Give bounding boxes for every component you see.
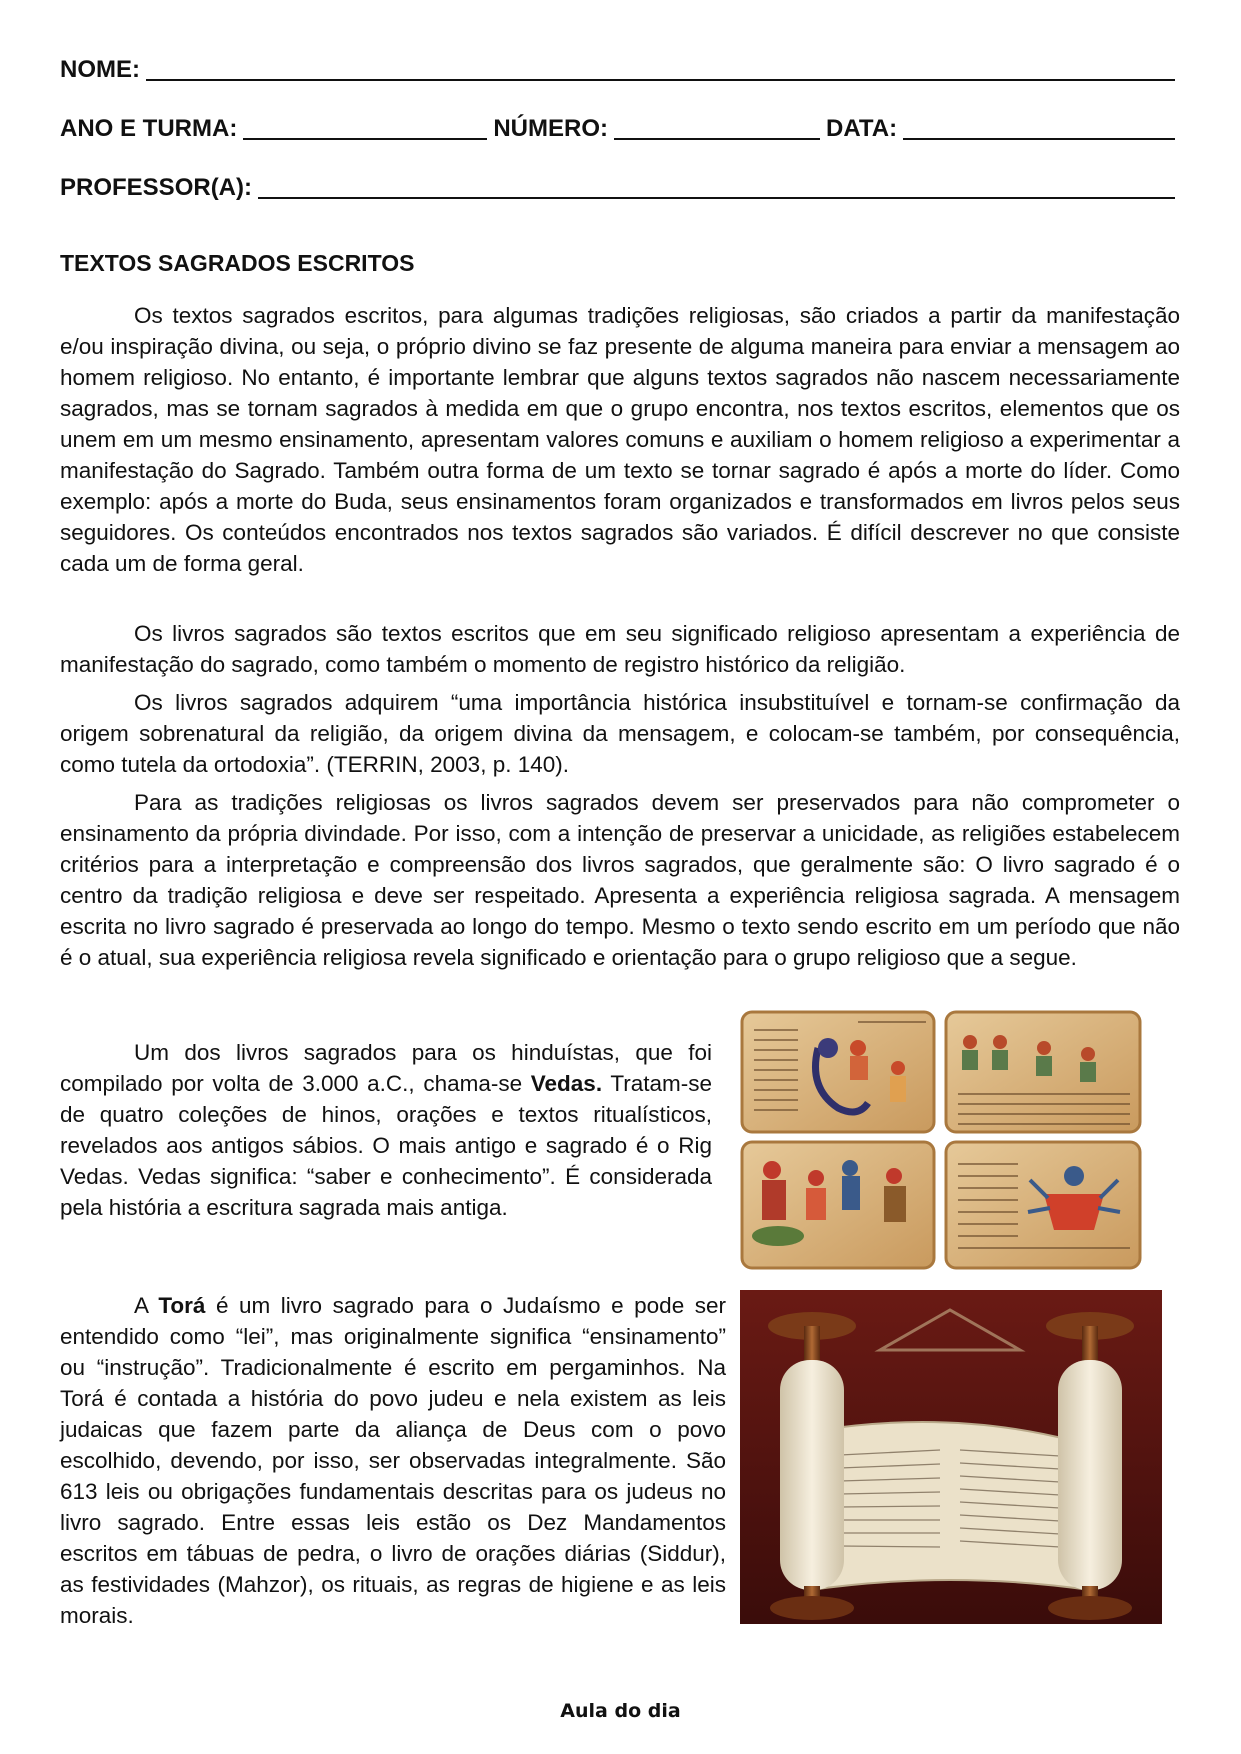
name-label: NOME: (60, 56, 140, 83)
class-field-row (60, 115, 1181, 143)
vedas-term: Vedas. (530, 1071, 603, 1096)
name-blank[interactable] (146, 57, 1175, 81)
torah-scroll-image (740, 1290, 1162, 1624)
number-blank[interactable] (614, 116, 820, 140)
tora-text (60, 1290, 726, 1631)
date-label: DATA: (825, 115, 898, 142)
name-field-row (60, 56, 1181, 84)
year-class-label: ANO E TURMA: (60, 115, 238, 142)
paragraph-quote: Os livros sagrados adquirem “uma importância histórica insubstituível e tornam-se confirmação da origem sobrenatural da religião, da origem divina da mensagem, e colocam-se também, por consequência, como tutela da ortodoxia”. (TERRIN, 2003, p. 140). (60, 690, 1180, 777)
vedas-manuscripts-image (738, 1008, 1144, 1272)
tora-text-after: é um livro sagrado para o Judaísmo e pode ser entendido como “lei”, mas originalmente significa “ensinamento” ou “instrução”. Tradicionalmente é escrito em pergaminhos. Na Torá é contada a história do povo judeu e nela existem as leis judaicas que fazem parte da aliança de Deus com o povo escolhido, devendo, por isso, ser observadas integralmente. São 613 leis ou obrigações fundamentais descritas para os judeus no livro sagrado. Entre essas leis estão os Dez Mandamentos escritos em tábuas de pedra, o livro de orações diárias (Siddur), as festividades (Mahzor), os rituais, as regras de higiene e as leis morais. (60, 1293, 726, 1628)
teacher-label: PROFESSOR(A): (60, 174, 252, 201)
vedas-text (60, 1037, 712, 1223)
vedas-text-before: Um dos livros sagrados para os hinduístas, que foi compilado por volta de 3.000 a.C., chama-se (60, 1040, 712, 1096)
section-title: TEXTOS SAGRADOS ESCRITOS (60, 250, 415, 276)
page-footer: Aula do dia (560, 1700, 681, 1722)
teacher-blank[interactable] (258, 175, 1175, 199)
teacher-field-row (60, 174, 1181, 202)
paragraph-intro: Os textos sagrados escritos, para algumas tradições religiosas, são criados a partir da manifestação e/ou inspiração divina, ou seja, o próprio divino se faz presente de alguma maneira para enviar a mensagem ao homem religioso. No entanto, é importante lembrar que alguns textos sagrados não nascem necessariamente sagrados, mas se tornam sagrados à medida em que o grupo encontra, nos textos escritos, elementos que os unem em um mesmo ensinamento, apresentam valores comuns e auxiliam o homem religioso a experimentar a manifestação do Sagrado. Também outra forma de um texto se tornar sagrado é após a morte do líder. Como exemplo: após a morte do Buda, seus ensinamentos foram organizados e transformados em livros pelos seus seguidores. Os conteúdos encontrados nos textos sagrados são variados. É difícil descrever no que consiste cada um de forma geral. (60, 303, 1180, 576)
paragraph-definition: Os livros sagrados são textos escritos que em seu significado religioso apresentam a experiência de manifestação do sagrado, como também o momento de registro histórico da religião. (60, 621, 1180, 677)
year-class-blank[interactable] (243, 116, 487, 140)
paragraph-preservation: Para as tradições religiosas os livros sagrados devem ser preservados para não comprometer o ensinamento da própria divindade. Por isso, com a intenção de preservar a unicidade, as religiões estabelecem critérios para a interpretação e compreensão dos livros sagrados, que geralmente são: O livro sagrado é o centro da tradição religiosa e deve ser respeitado. Apresenta a experiência religiosa sagrada. A mensagem escrita no livro sagrado é preservada ao longo do tempo. Mesmo o texto sendo escrito em um período que não é o atual, sua experiência religiosa revela significado e orientação para o grupo religioso que a segue. (60, 790, 1180, 970)
number-label: NÚMERO: (493, 115, 608, 142)
tora-text-before: A (134, 1293, 159, 1318)
date-blank[interactable] (903, 116, 1175, 140)
tora-term: Torá (158, 1293, 206, 1318)
vedas-text-after: Tratam-se de quatro coleções de hinos, orações e textos ritualísticos, revelados aos antigos sábios. O mais antigo e sagrado é o Rig Vedas. Vedas significa: “saber e conhecimento”. É considerada pela história a escritura sagrada mais antiga. (60, 1071, 712, 1220)
